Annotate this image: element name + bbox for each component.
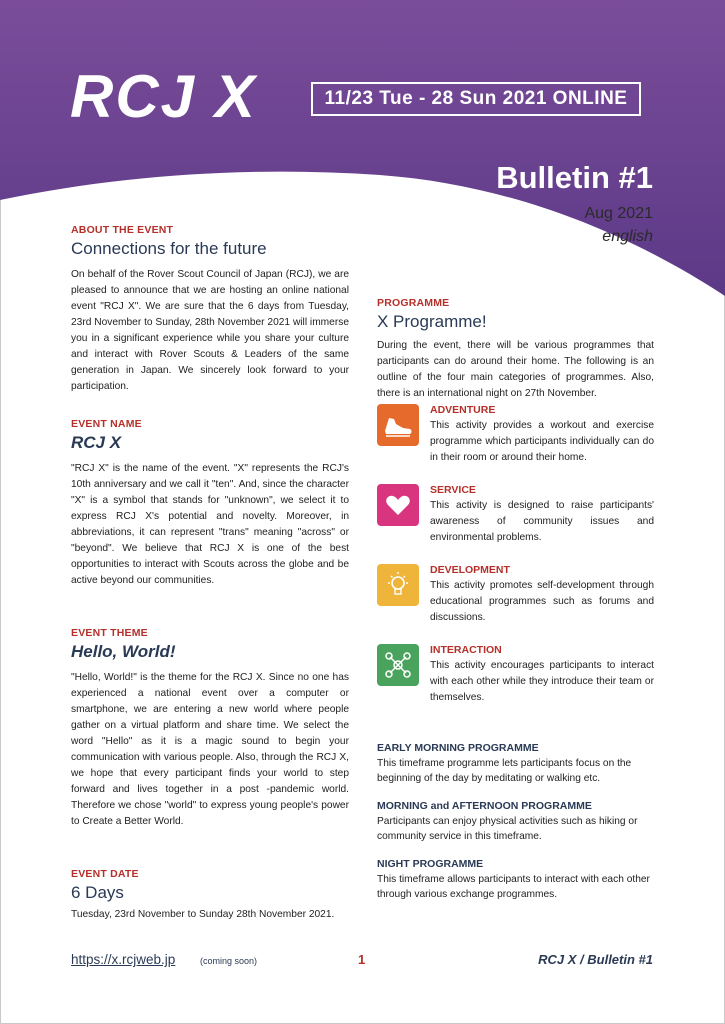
event-name-text: "RCJ X" is the name of the event. "X" represents the RCJ's 10th anniversary and we call it "ten". And, since the character "X" is a symbol that stands for "unknown", we select it to express RCJ X's potential and novelty. Moreover, in abbreviations, it can represent "trans" meaning "across" or "beyond". We believe that RCJ X is one of the best opportunities to interact with Scouts across the globe and be active beyond our communities. [71, 463, 349, 586]
timeframe-title: MORNING and AFTERNOON PROGRAMME [377, 800, 592, 812]
bulletin-title: Bulletin #1 [496, 160, 653, 195]
timeframe-early-morning [377, 742, 654, 786]
programme-text: During the event, there will be various programmes that participants can do around their home. The following is an outline of the four main categories of programmes. Also, there is an international night on 27th November. [377, 340, 654, 399]
network-icon [377, 644, 419, 686]
shoe-icon [377, 404, 419, 446]
timeframe-text: This timeframe programme lets participants focus on the beginning of the day by meditating or walking etc. [377, 758, 632, 784]
lightbulb-icon [377, 564, 419, 606]
bulletin-date: Aug 2021 [584, 205, 653, 222]
event-logo: RCJ X [70, 63, 257, 130]
programme-section [377, 297, 654, 402]
interaction-heading: INTERACTION [430, 644, 502, 656]
page-number: 1 [358, 952, 366, 967]
interaction-text: This activity encourages participants to interact with each other while they introduce their team or themselves. [430, 660, 654, 703]
programme-development [377, 564, 654, 624]
adventure-heading: ADVENTURE [430, 404, 496, 416]
bulletin-language: english [602, 228, 653, 245]
event-date-banner: 11/23 Tue - 28 Sun 2021 ONLINE [311, 82, 641, 116]
event-name-section [71, 418, 349, 589]
programme-title: X Programme! [377, 312, 487, 331]
event-theme-section [71, 627, 349, 830]
website-link[interactable]: https://x.rcjweb.jp [71, 952, 176, 967]
event-theme-title: Hello, World! [71, 642, 176, 661]
timeframe-text: Participants can enjoy physical activities such as hiking or community service in this timeframe. [377, 816, 638, 842]
event-name-label: EVENT NAME [71, 418, 142, 430]
event-date-section [71, 868, 349, 923]
programme-service [377, 484, 654, 544]
about-text: On behalf of the Rover Scout Council of Japan (RCJ), we are pleased to announce that we are hosting an online national event "RCJ X". We are sure that the 6 days from Tuesday, 23rd November to Sunday, 28th November 2021 will immerse you in a significant experience while you share your culture and interact with Rover Scouts & Leaders of the same generation in Japan. We sincerely look forward to your participation. [71, 269, 349, 392]
event-name-title: RCJ X [71, 433, 122, 452]
coming-soon-note: (coming soon) [200, 956, 258, 966]
event-theme-text: "Hello, World!" is the theme for the RCJ X. Since no one has experienced a national event over a computer or smartphone, we are entering a new world where people gather on a virtual platform and share time. We select the word "Hello" as it is a magic sound to begin your communication with various people. Also, through the RCJ X, we hope that every participant finds your world to step forward and lives together in a post -pandemic world. Therefore we chose "world" to express young people's power to Create a Better World. [71, 672, 349, 827]
timeframe-text: This timeframe allows participants to interact with each other through various exchange programmes. [377, 874, 650, 900]
about-section [71, 224, 349, 395]
about-label: ABOUT THE EVENT [71, 224, 174, 236]
service-text: This activity is designed to raise participants' awareness of community issues and environmental problems. [430, 500, 654, 543]
adventure-text: This activity provides a workout and exercise programme which participants individually can do in their room or around their home. [430, 420, 654, 463]
timeframe-morning-afternoon [377, 800, 654, 844]
service-heading: SERVICE [430, 484, 476, 496]
footer-title: RCJ X / Bulletin #1 [538, 952, 653, 967]
about-title: Connections for the future [71, 239, 267, 258]
development-heading: DEVELOPMENT [430, 564, 510, 576]
programme-interaction [377, 644, 654, 704]
timeframe-title: EARLY MORNING PROGRAMME [377, 742, 539, 754]
heart-icon [377, 484, 419, 526]
timeframe-night [377, 858, 654, 902]
event-date-text: Tuesday, 23rd November to Sunday 28th November 2021. [71, 909, 335, 920]
programme-adventure [377, 404, 654, 464]
timeframe-title: NIGHT PROGRAMME [377, 858, 484, 870]
event-date-title: 6 Days [71, 883, 124, 902]
event-theme-label: EVENT THEME [71, 627, 148, 639]
development-text: This activity promotes self-development through educational programmes such as forums and discussions. [430, 580, 654, 623]
programme-label: PROGRAMME [377, 297, 450, 309]
event-date-label: EVENT DATE [71, 868, 139, 880]
